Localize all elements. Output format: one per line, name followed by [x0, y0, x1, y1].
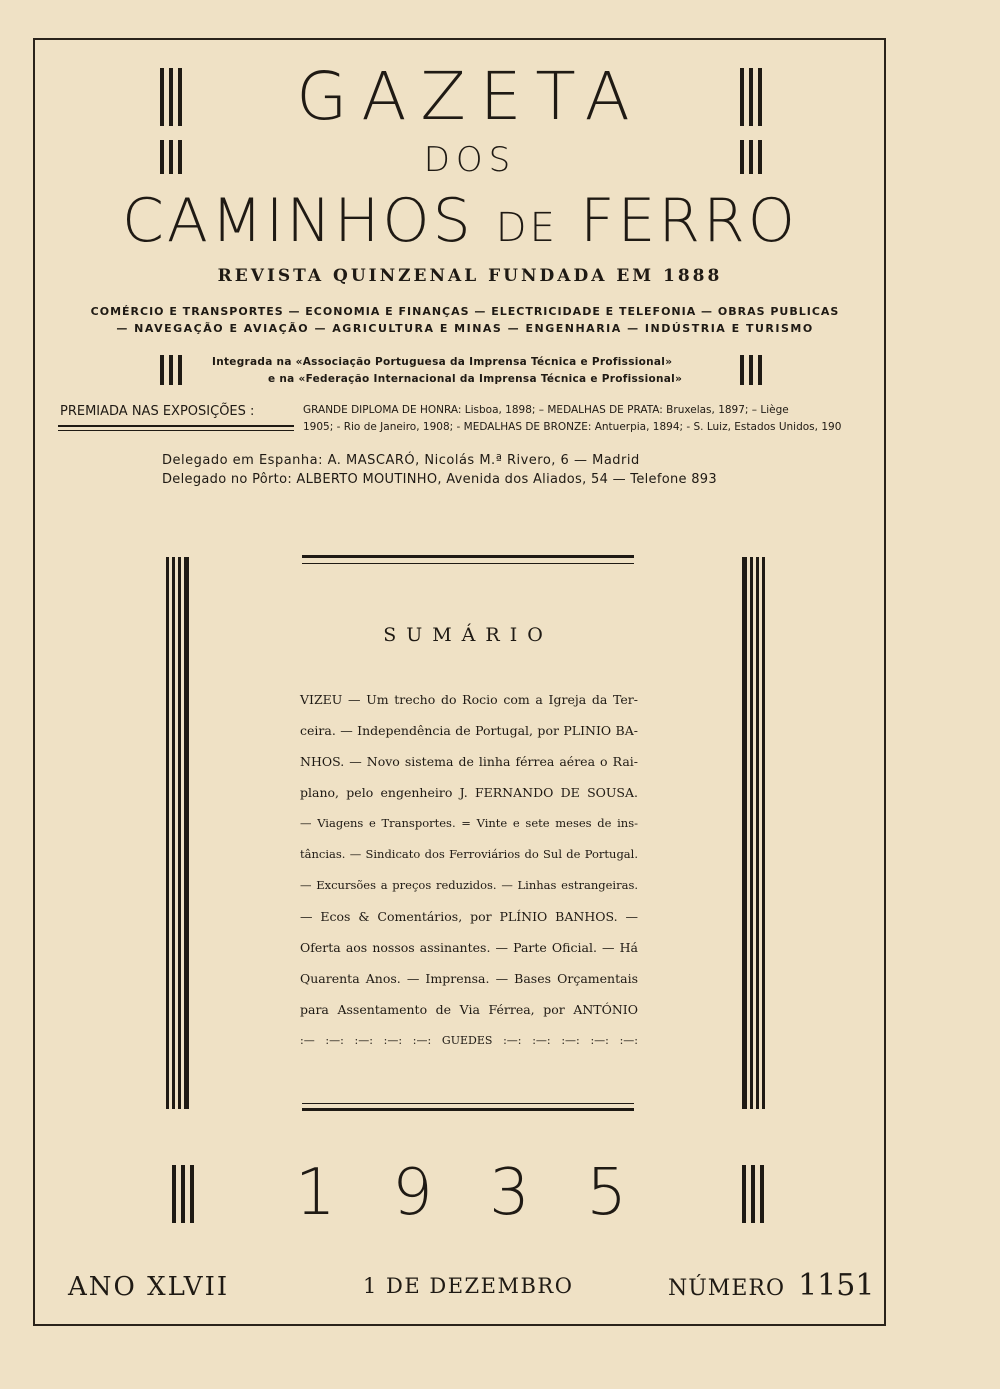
sumario-right-bars — [742, 557, 765, 1109]
sumario-line: — Excursões a preços reduzidos. — Linhas estrangeiras. — [300, 878, 638, 892]
sumario-line: — Viagens e Transportes. = Vinte e sete meses de ins- — [300, 816, 638, 830]
mid-left-bars — [160, 140, 182, 174]
title-caminhos-de-ferro — [40, 186, 880, 263]
sumario-top-rule — [302, 555, 634, 558]
sumario-heading: SUMÁRIO — [383, 624, 553, 646]
issue-number-label: NÚMERO — [668, 1276, 785, 1301]
sumario-line: tâncias. — Sindicato dos Ferroviários do Sul de Portugal. — [300, 847, 638, 861]
issue-number-value: 1151 — [798, 1268, 875, 1303]
year-left-bars — [172, 1165, 194, 1223]
year: 1 9 3 5 — [295, 1156, 645, 1230]
title-gazeta: GAZETA — [296, 58, 644, 135]
sumario-bottom-rule-2 — [302, 1108, 634, 1111]
sumario-list — [300, 684, 638, 1056]
awards-underline — [58, 425, 294, 427]
sumario-line: Oferta aos nossos assinantes. — Parte Oficial. — Há — [300, 940, 638, 955]
integrada-line-1: Integrada na «Associação Portuguesa da Imprensa Técnica e Profissional» — [212, 356, 673, 368]
title-caminhos: CAMINHOS — [122, 186, 474, 256]
delegate-porto: Delegado no Pôrto: ALBERTO MOUTINHO, Avenida dos Aliados, 54 — Telefone 893 — [162, 472, 717, 487]
sumario-line: plano, pelo engenheiro J. FERNANDO DE SOUSA. — [300, 785, 638, 800]
sumario-bottom-rule — [302, 1103, 634, 1104]
top-left-bars — [160, 68, 182, 126]
top-right-bars — [740, 68, 762, 126]
year-right-bars — [742, 1165, 764, 1223]
delegate-spain: Delegado em Espanha: A. MASCARÓ, Nicolás M.ª Rivero, 6 — Madrid — [162, 453, 640, 468]
sumario-line: para Assentamento de Via Férrea, por ANTÓNIO — [300, 1002, 638, 1017]
sumario-line: ceira. — Independência de Portugal, por PLINIO BA- — [300, 723, 638, 738]
sumario-line: NHOS. — Novo sistema de linha férrea aérea o Rai- — [300, 754, 638, 769]
subtitle: REVISTA QUINZENAL FUNDADA EM 1888 — [217, 266, 723, 286]
mid-right-bars — [740, 140, 762, 174]
sumario-top-rule-2 — [302, 563, 634, 564]
subjects-line-1: COMÉRCIO E TRANSPORTES — ECONOMIA E FINANÇAS — ELECTRICIDADE E TELEFONIA — OBRAS PUBLICAS — [90, 305, 840, 318]
subjects-line-2: — NAVEGAÇÃO E AVIAÇÃO — AGRICULTURA E MINAS — ENGENHARIA — INDÚSTRIA E TURISMO — [116, 322, 814, 335]
awards-line-2: 1905; - Rio de Janeiro, 1908; - MEDALHAS DE BRONZE: Antuerpia, 1894; - S. Luiz, Estados Unidos, 190 — [303, 421, 842, 433]
sumario-line: VIZEU — Um trecho do Rocio com a Igreja da Ter- — [300, 692, 638, 707]
sumario-line: :— :—: :—: :—: :—: GUEDES :—: :—: :—: :—: :—: — [300, 1034, 638, 1047]
sumario-line: — Ecos & Comentários, por PLÍNIO BANHOS. — — [300, 909, 638, 924]
title-ferro: FERRO — [579, 186, 798, 256]
issue-date: 1 DE DEZEMBRO — [363, 1274, 574, 1298]
sumario-line: Quarenta Anos. — Imprensa. — Bases Orçamentais — [300, 971, 638, 986]
integrada-line-2: e na «Federação Internacional da Imprensa Técnica e Profissional» — [268, 373, 683, 385]
integrada-right-bars — [740, 355, 762, 385]
title-dos: DOS — [423, 140, 517, 180]
awards-label: PREMIADA NAS EXPOSIÇÕES : — [60, 404, 255, 419]
issue-number — [668, 1268, 874, 1303]
awards-underline-2 — [58, 430, 294, 431]
integrada-left-bars — [160, 355, 182, 385]
issue-year: ANO XLVII — [68, 1272, 230, 1302]
awards-line-1: GRANDE DIPLOMA DE HONRA: Lisboa, 1898; – MEDALHAS DE PRATA: Bruxelas, 1897; – Liège — [303, 404, 789, 416]
sumario-left-bars — [166, 557, 189, 1109]
title-de: DE — [495, 205, 558, 251]
